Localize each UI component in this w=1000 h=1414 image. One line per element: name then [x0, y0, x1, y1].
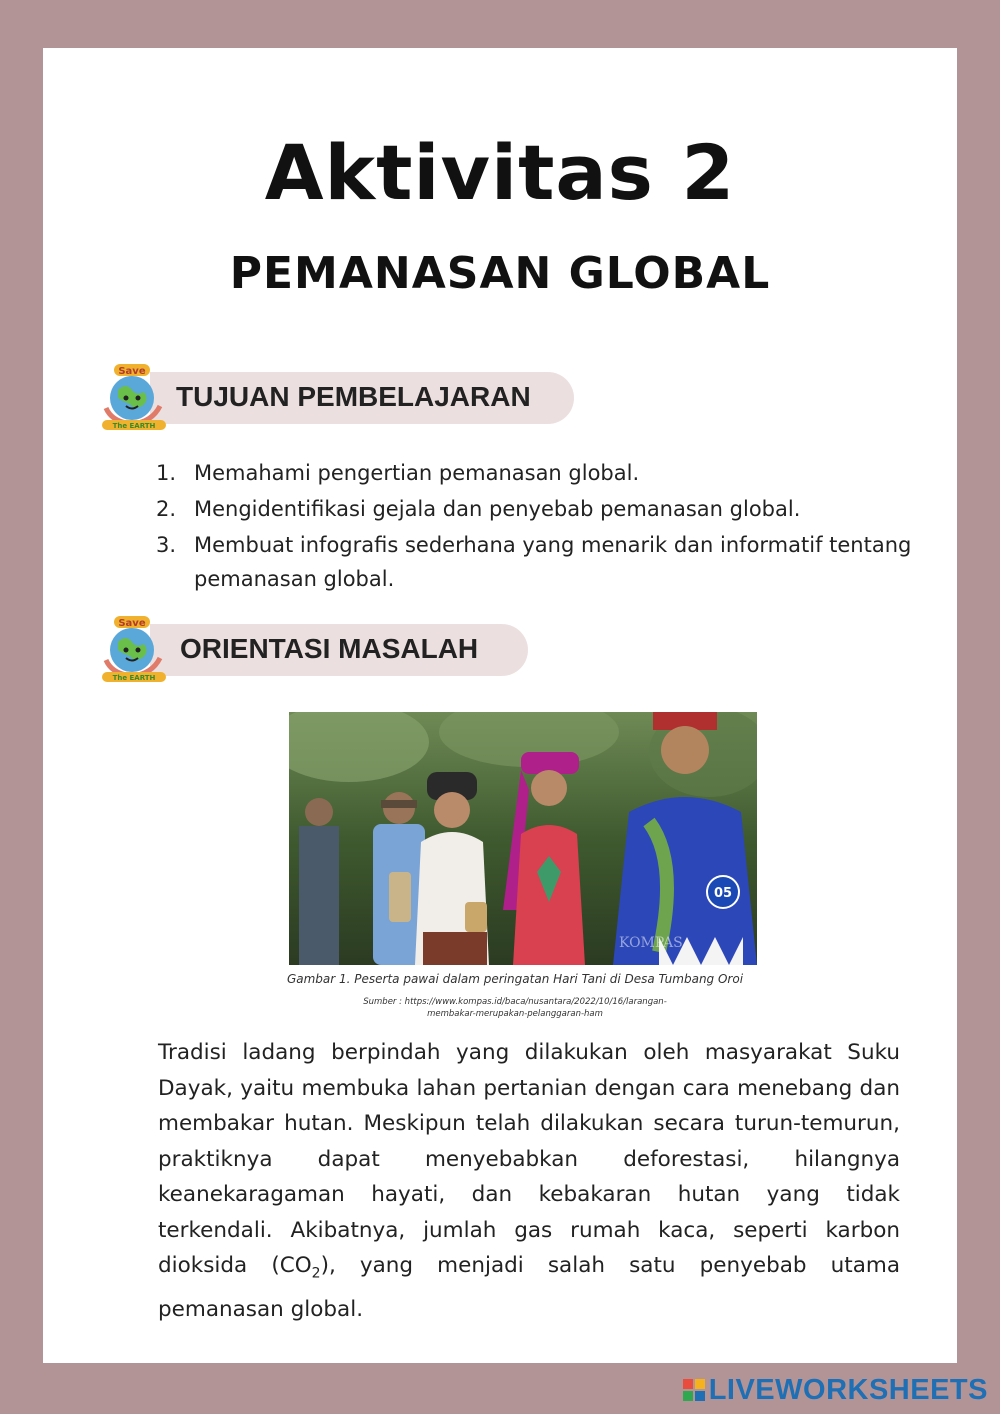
orientation-title: ORIENTASI MASALAH: [180, 633, 479, 664]
page-subtitle: PEMANASAN GLOBAL: [229, 248, 771, 299]
save-the-earth-icon: [100, 360, 168, 432]
objectives-list: [156, 456, 916, 598]
page-title: Aktivitas 2: [264, 128, 736, 217]
list-item: [156, 528, 916, 596]
list-number: 3.: [156, 533, 177, 557]
list-text: Membuat infografis sederhana yang menarik dan informatif tentang pemanasan global.: [194, 533, 912, 591]
badge-text-top: Save: [118, 618, 146, 629]
number-tag: 05: [713, 886, 733, 901]
badge-text-top: Save: [118, 366, 146, 377]
liveworksheets-brand: LIVEWORKSHEETS: [708, 1373, 988, 1406]
body-paragraph: [158, 1035, 900, 1327]
list-item: [156, 456, 916, 490]
figure-caption: Gambar 1. Peserta pawai dalam peringatan Hari Tani di Desa Tumbang Oroi: [286, 972, 744, 986]
body-text-end: ), yang menjadi salah satu penyebab utama pemanasan global.: [158, 1253, 900, 1322]
figure-source: Sumber : https://www.kompas.id/baca/nusantara/2022/10/16/larangan-membakar-merupakan-pelanggaran-ham: [363, 997, 667, 1019]
list-number: 1.: [156, 461, 177, 485]
badge-text-bottom: The EARTH: [112, 422, 156, 430]
save-the-earth-icon: [100, 612, 168, 684]
list-item: [156, 492, 916, 526]
photo-watermark: KOMPAS: [619, 935, 683, 951]
list-text: Mengidentifikasi gejala dan penyebab pemanasan global.: [194, 497, 801, 521]
body-text-subscript: 2: [311, 1265, 321, 1282]
parade-photo: [289, 712, 757, 965]
liveworksheets-icon: [683, 1379, 705, 1401]
body-text-main: Tradisi ladang berpindah yang dilakukan oleh masyarakat Suku Dayak, yaitu membuka lahan pertanian dengan cara menebang dan membakar hutan. Meskipun telah dilakukan secara turun-temurun, praktiknya dapat menyebabkan deforestasi, hilangnya keanekaragaman hayati, dan kebakaran hutan yang tidak terkendali. Akibatnya, jumlah gas rumah kaca, seperti karbon dioksida (CO: [158, 1040, 900, 1278]
list-text: Memahami pengertian pemanasan global.: [194, 461, 640, 485]
liveworksheets-logo[interactable]: [683, 1374, 988, 1406]
objectives-title: TUJUAN PEMBELAJARAN: [176, 381, 531, 412]
list-number: 2.: [156, 497, 177, 521]
badge-text-bottom: The EARTH: [112, 674, 156, 682]
